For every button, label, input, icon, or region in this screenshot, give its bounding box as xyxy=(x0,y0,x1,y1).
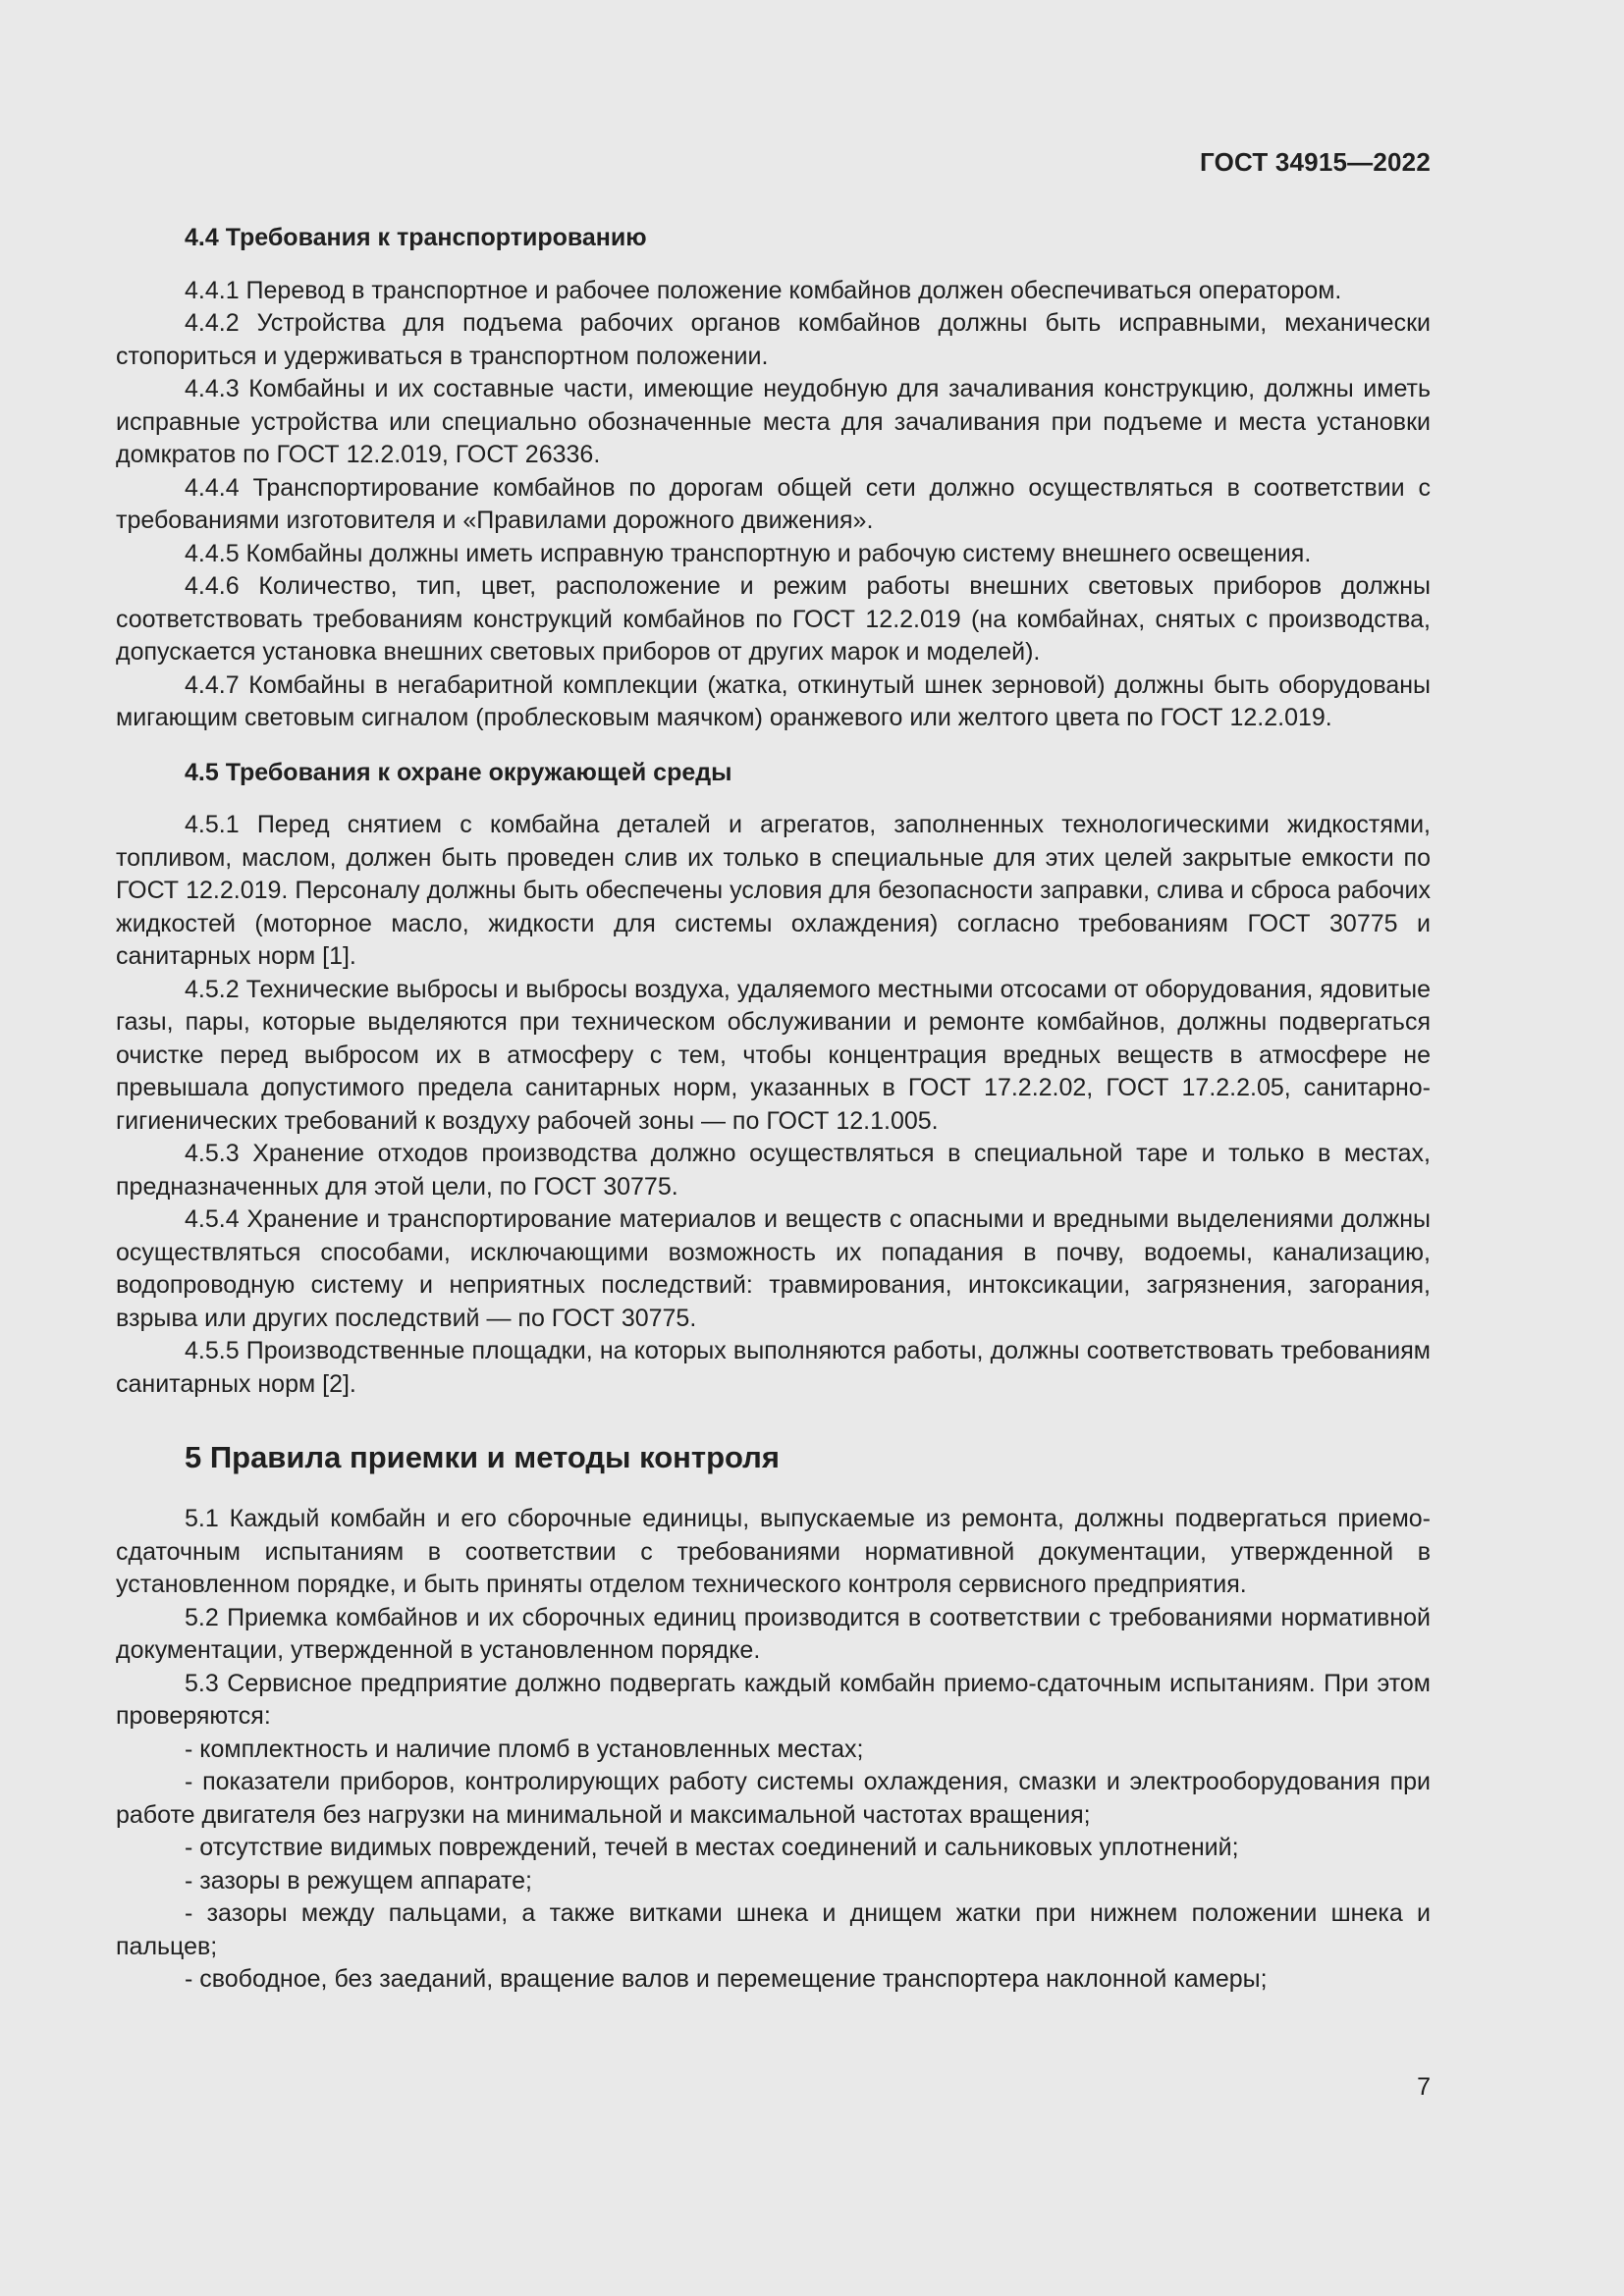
section-heading-4-5: 4.5 Требования к охране окружающей среды xyxy=(185,758,732,786)
section-heading-4-4: 4.4 Требования к транспортированию xyxy=(185,224,647,251)
paragraph-4-5-1: 4.5.1 Перед снятием с комбайна деталей и агрегатов, заполненных технологическими жидкостями, топливом, маслом, должен быть проведен слив их только в специальные для этих целей закрытые емкости по ГОСТ 12.2.019. Персоналу должны быть обеспечены условия для безопасности заправки, слива и сброса рабочих жидкостей (моторное масло, жидкости для системы охлаждения) согласно требованиям ГОСТ 30775 и санитарных норм [1]. xyxy=(116,811,1431,970)
paragraph-4-4-6: 4.4.6 Количество, тип, цвет, расположение и режим работы внешних световых приборов должны соответствовать требованиям конструкций комбайнов по ГОСТ 12.2.019 (на комбайнах, снятых с производства, допускается установка внешних световых приборов от других марок и моделей). xyxy=(116,572,1431,666)
list-item: - отсутствие видимых повреждений, течей в местах соединений и сальниковых уплотнений; xyxy=(185,1834,1239,1861)
paragraph-4-4-7: 4.4.7 Комбайны в негабаритной комплекции (жатка, откинутый шнек зерновой) должны быть оборудованы мигающим световым сигналом (проблесковым маячком) оранжевого или желтого цвета по ГОСТ 12.2.019. xyxy=(116,670,1431,731)
paragraph-5-3: 5.3 Сервисное предприятие должно подвергать каждый комбайн приемо-сдаточным испытаниям. При этом проверяются: xyxy=(116,1669,1431,1730)
paragraph-4-5-3: 4.5.3 Хранение отходов производства должно осуществляться в специальной таре и только в местах, предназначенных для этой цели, по ГОСТ 30775. xyxy=(116,1140,1431,1201)
list-item: - зазоры между пальцами, а также витками шнека и днищем жатки при нижнем положении шнека и пальцев; xyxy=(116,1899,1431,1960)
paragraph-4-4-4: 4.4.4 Транспортирование комбайнов по дорогам общей сети должно осуществляться в соответствии с требованиями изготовителя и «Правилами дорожного движения». xyxy=(116,473,1431,534)
list-item: - свободное, без заеданий, вращение валов и перемещение транспортера наклонной камеры; xyxy=(185,1965,1268,1993)
paragraph-4-4-5: 4.4.5 Комбайны должны иметь исправную транспортную и рабочую систему внешнего освещения. xyxy=(185,539,1312,567)
list-item: - зазоры в режущем аппарате; xyxy=(185,1866,533,1895)
paragraph-4-5-5: 4.5.5 Производственные площадки, на которых выполняются работы, должны соответствовать требованиям санитарных норм [2]. xyxy=(116,1337,1431,1398)
page-content xyxy=(116,222,1431,1997)
paragraph-4-4-1: 4.4.1 Перевод в транспортное и рабочее положение комбайнов должен обеспечиваться оператором. xyxy=(185,276,1342,304)
list-item: - комплектность и наличие пломб в установленных местах; xyxy=(185,1735,864,1763)
paragraph-4-4-3: 4.4.3 Комбайны и их составные части, имеющие неудобную для зачаливания конструкцию, должны иметь исправные устройства или специально обозначенные места для зачаливания при подъеме и места установки домкратов по ГОСТ 12.2.019, ГОСТ 26336. xyxy=(116,375,1431,468)
paragraph-5-2: 5.2 Приемка комбайнов и их сборочных единиц производится в соответствии с требованиями нормативной документации, утвержденной в установленном порядке. xyxy=(116,1603,1431,1664)
page-number: 7 xyxy=(1417,2073,1431,2101)
paragraph-4-4-2: 4.4.2 Устройства для подъема рабочих органов комбайнов должны быть исправными, механически стопориться и удерживаться в транспортном положении. xyxy=(116,309,1431,370)
list-item: - показатели приборов, контролирующих работу системы охлаждения, смазки и электрооборудования при работе двигателя без нагрузки на минимальной и максимальной частотах вращения; xyxy=(116,1768,1431,1829)
paragraph-4-5-2: 4.5.2 Технические выбросы и выбросы воздуха, удаляемого местными отсосами от оборудования, ядовитые газы, пары, которые выделяются при техническом обслуживании и ремонте комбайнов, должны подвергаться очистке перед выбросом их в атмосферу с тем, чтобы концентрация вредных веществ в атмосфере не превышала допустимого предела санитарных норм, указанных в ГОСТ 17.2.2.02, ГОСТ 17.2.2.05, санитарно-гигиенических требований к воздуху рабочей зоны — по ГОСТ 12.1.005. xyxy=(116,975,1431,1135)
paragraph-4-5-4: 4.5.4 Хранение и транспортирование материалов и веществ с опасными и вредными выделениями должны осуществляться способами, исключающими возможность их попадания в почву, водоемы, канализацию, водопроводную систему и неприятных последствий: травмирования, интоксикации, загрязнения, загорания, взрыва или других последствий — по ГОСТ 30775. xyxy=(116,1205,1431,1332)
document-id-header: ГОСТ 34915—2022 xyxy=(1200,147,1431,177)
section-heading-5: 5 Правила приемки и методы контроля xyxy=(185,1440,780,1474)
paragraph-5-1: 5.1 Каждый комбайн и его сборочные единицы, выпускаемые из ремонта, должны подвергаться приемо-сдаточным испытаниям в соответствии с требованиями нормативной документации, утвержденной в установленном порядке, и быть приняты отделом технического контроля сервисного предприятия. xyxy=(116,1505,1431,1598)
